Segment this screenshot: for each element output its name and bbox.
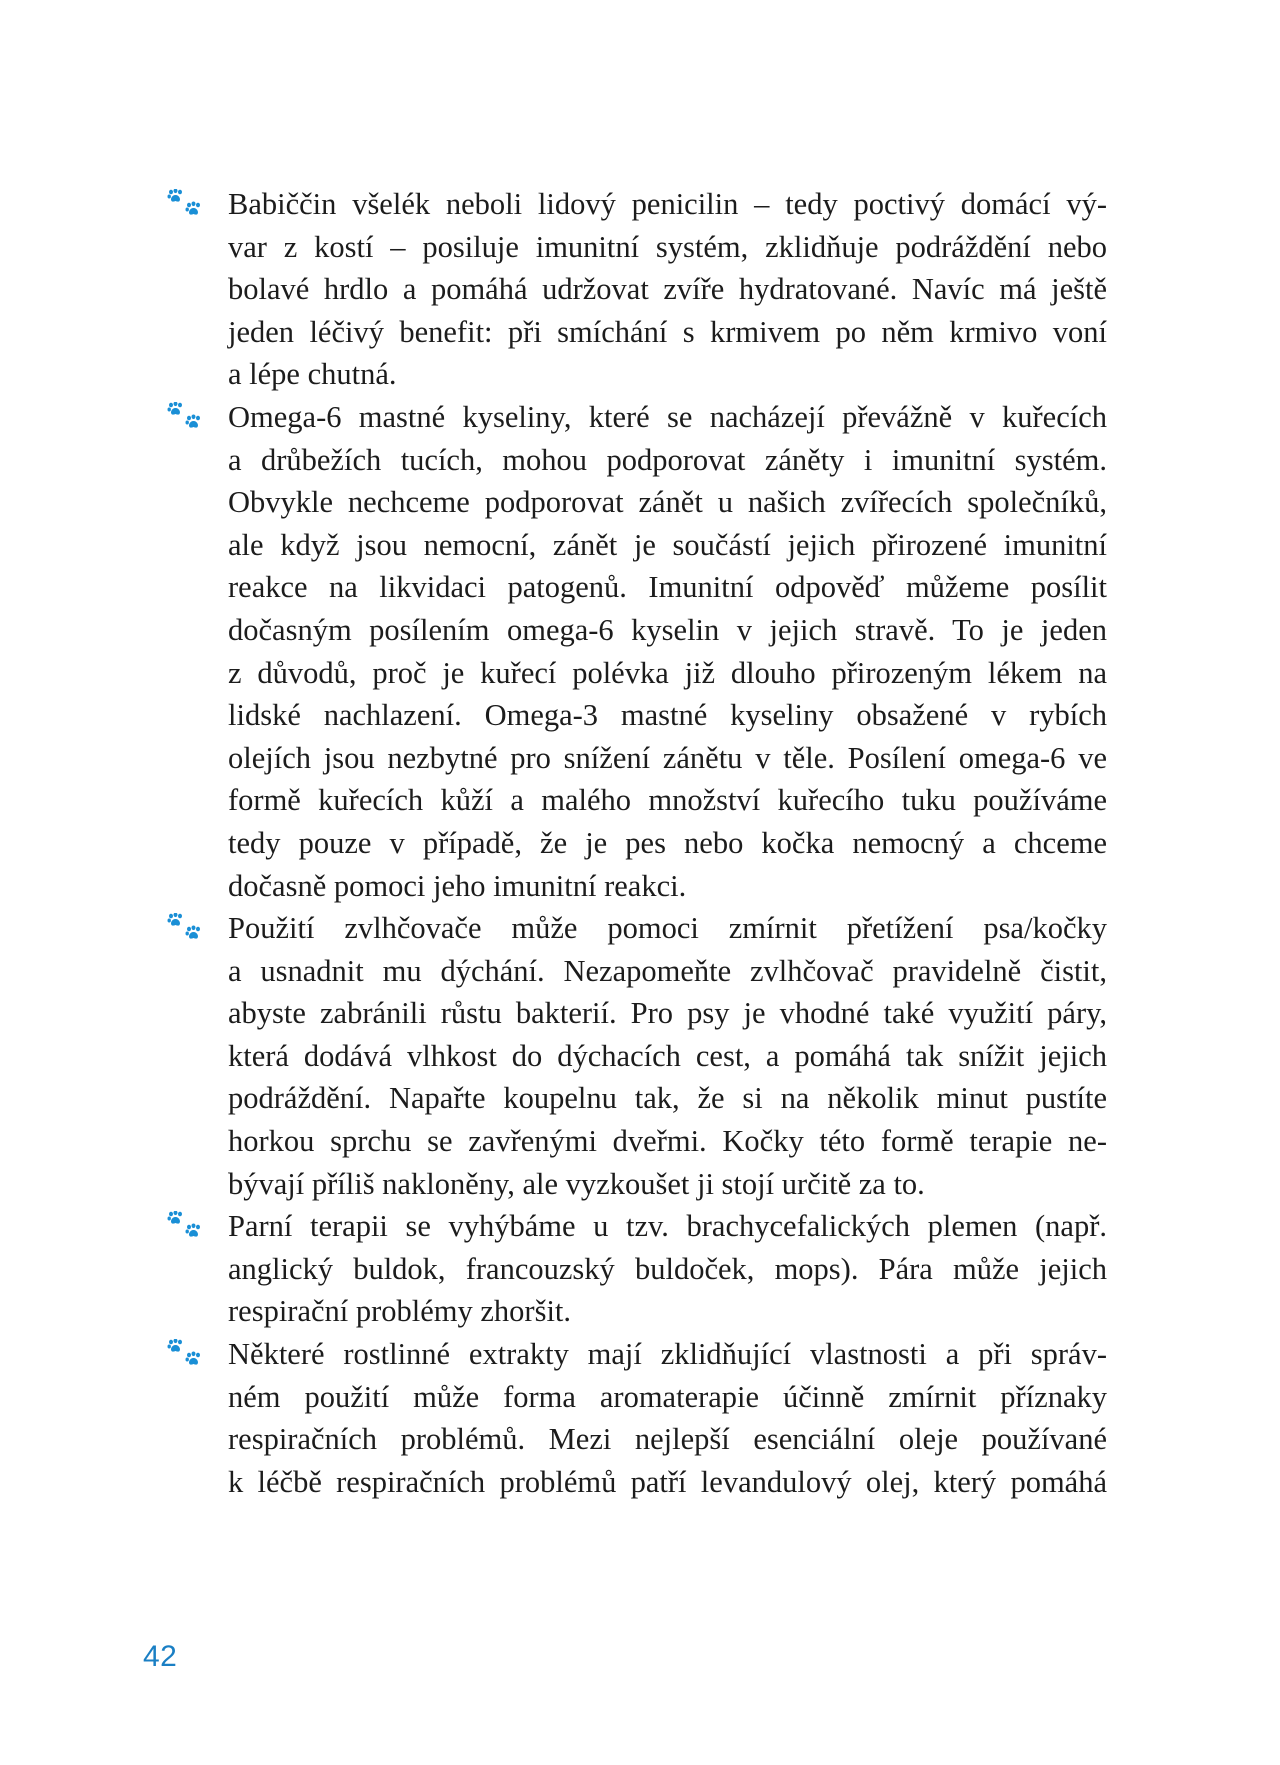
- text-line: respiračních problémů. Mezi nejlepší esenciální oleje používané: [228, 1422, 1107, 1457]
- text-line: jeden léčivý benefit: při smíchání s krmivem po něm krmivo voní: [228, 314, 1107, 349]
- text-line: Babiččin všelék neboli lidový penicilin – tedy poctivý domácí vý-: [228, 187, 1107, 221]
- bullet-item: [167, 1333, 1107, 1503]
- text-line: respirační problémy zhoršit.: [228, 1294, 572, 1329]
- text-line: anglický buldok, francouzský buldoček, mops). Pára může jejich: [228, 1251, 1107, 1286]
- paw-prints-icon: [167, 402, 203, 436]
- text-line: bývají příliš nakloněny, ale vyzkoušet ji stojí určitě za to.: [228, 1166, 925, 1201]
- bullet-item: [167, 396, 1107, 907]
- paw-prints-icon: [167, 1339, 203, 1373]
- text-line: reakce na likvidaci patogenů. Imunitní odpověď můžeme posílit: [228, 570, 1107, 605]
- text-line: k léčbě respiračních problémů patří levandulový olej, který pomáhá: [228, 1464, 1107, 1499]
- text-line: horkou sprchu se zavřenými dveřmi. Kočky této formě terapie ne-: [228, 1124, 1107, 1159]
- paw-prints-icon: [167, 1211, 203, 1245]
- text-line: ném použití může forma aromaterapie účinně zmírnit příznaky: [228, 1379, 1107, 1414]
- paw-prints-icon: [167, 913, 203, 947]
- text-line: Obvykle nechceme podporovat zánět u našich zvířecích společníků,: [228, 485, 1107, 520]
- text-line: bolavé hrdlo a pomáhá udržovat zvíře hydratované. Navíc má ještě: [228, 272, 1107, 307]
- text-line: Omega-6 mastné kyseliny, které se nacházejí převážně v kuřecích: [228, 399, 1107, 434]
- text-line: var z kostí – posiluje imunitní systém, zklidňuje podráždění nebo: [228, 229, 1107, 264]
- text-line: Použití zvlhčovače může pomoci zmírnit přetížení psa/kočky: [228, 911, 1107, 946]
- bullet-item: [167, 183, 1107, 396]
- text-line: ale když jsou nemocní, zánět je součástí jejich přirozené imunitní: [228, 527, 1107, 562]
- page-number: 42: [143, 1640, 178, 1673]
- paw-prints-icon: [167, 189, 203, 223]
- text-line: dočasným posílením omega-6 kyselin v jejich stravě. To je jeden: [228, 612, 1107, 647]
- text-line: Některé rostlinné extrakty mají zklidňující vlastnosti a při správ-: [228, 1337, 1107, 1372]
- bullet-list: [167, 183, 1107, 1503]
- text-line: z důvodů, proč je kuřecí polévka již dlouho přirozeným lékem na: [228, 655, 1107, 690]
- bullet-item: [167, 907, 1107, 1205]
- text-line: která dodává vlhkost do dýchacích cest, a pomáhá tak snížit jejich: [228, 1038, 1107, 1073]
- text-line: formě kuřecích kůží a malého množství kuřecího tuku používáme: [228, 783, 1107, 818]
- text-line: tedy pouze v případě, že je pes nebo kočka nemocný a chceme: [228, 825, 1107, 860]
- text-line: dočasně pomoci jeho imunitní reakci.: [228, 868, 687, 903]
- text-line: abyste zabránili růstu bakterií. Pro psy je vhodné také využití páry,: [228, 996, 1107, 1031]
- text-line: lidské nachlazení. Omega-3 mastné kyseliny obsažené v rybích: [228, 698, 1107, 733]
- bullet-item: [167, 1205, 1107, 1333]
- text-line: olejích jsou nezbytné pro snížení zánětu v těle. Posílení omega-6 ve: [228, 740, 1107, 775]
- text-line: Parní terapii se vyhýbáme u tzv. brachycefalických plemen (např.: [228, 1209, 1107, 1244]
- text-line: a drůbežích tucích, mohou podporovat záněty i imunitní systém.: [228, 442, 1107, 477]
- text-line: a lépe chutná.: [228, 357, 397, 392]
- text-line: podráždění. Napařte koupelnu tak, že si na několik minut pustíte: [228, 1081, 1107, 1116]
- text-line: a usnadnit mu dýchání. Nezapomeňte zvlhčovač pravidelně čistit,: [228, 953, 1107, 988]
